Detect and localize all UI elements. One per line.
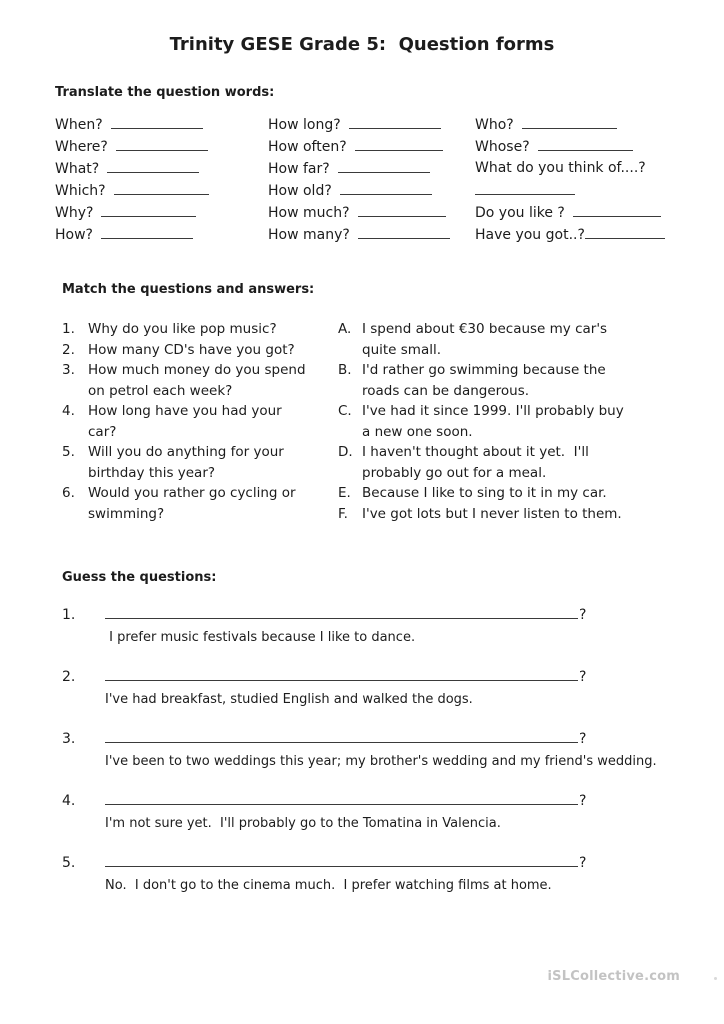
question-text: on petrol each week? xyxy=(88,382,233,399)
guess-question-line xyxy=(62,667,724,686)
match-answers-column xyxy=(338,319,718,524)
translate-column-3 xyxy=(475,116,724,248)
answer-blank xyxy=(107,160,199,173)
answer-letter: F. xyxy=(338,505,348,522)
match-answer xyxy=(338,319,718,360)
answer-letter: E. xyxy=(338,485,351,501)
question-word: How old? xyxy=(268,183,332,199)
answer-blank xyxy=(349,116,441,129)
translate-column-1 xyxy=(55,116,268,248)
question-text: car? xyxy=(88,423,117,440)
question-mark: ? xyxy=(579,669,587,685)
question-word: How often? xyxy=(268,139,347,155)
guess-answer: I'm not sure yet. I'll probably go to the Tomatina in Valencia. xyxy=(105,816,501,831)
answer-blank xyxy=(538,138,633,151)
answer-letter: C. xyxy=(338,403,352,419)
question-text: Will you do anything for your xyxy=(88,444,284,460)
question-mark: ? xyxy=(579,731,587,747)
question-text: swimming? xyxy=(88,505,165,522)
question-word-row xyxy=(268,138,475,160)
islcollective-watermark: iSLCollective.com xyxy=(547,969,680,984)
answer-blank xyxy=(475,182,575,195)
question-word-row xyxy=(268,226,475,248)
question-word: Who? xyxy=(475,117,514,133)
answer-blank xyxy=(355,138,443,151)
answer-blank xyxy=(522,116,617,129)
answer-text: roads can be dangerous. xyxy=(362,382,530,399)
match-question xyxy=(62,319,338,340)
question-word: Do you like ? xyxy=(475,205,565,221)
question-text: Would you rather go cycling or xyxy=(88,485,296,501)
answer-blank xyxy=(101,226,193,239)
match-answer xyxy=(338,401,718,442)
guess-list xyxy=(0,605,724,893)
answer-blank xyxy=(585,226,665,239)
guess-item xyxy=(62,853,724,893)
match-questions-column xyxy=(62,319,338,524)
question-word-row xyxy=(475,204,724,226)
answer-text: I spend about €30 because my car's xyxy=(362,321,608,337)
question-number: 6. xyxy=(62,485,75,501)
match-columns xyxy=(62,319,724,524)
question-word: Have you got..? xyxy=(475,227,585,243)
item-number: 4. xyxy=(62,793,76,809)
answer-text: probably go out for a meal. xyxy=(362,464,547,481)
answer-text: Because I like to sing to it in my car. xyxy=(362,485,607,501)
question-word: What? xyxy=(55,161,100,177)
question-text: How much money do you spend xyxy=(88,362,306,378)
answer-letter: A. xyxy=(338,321,352,337)
match-answer xyxy=(338,442,718,483)
question-number: 4. xyxy=(62,403,75,419)
translate-section-heading: Translate the question words: xyxy=(55,85,275,100)
guess-section-heading: Guess the questions: xyxy=(62,570,217,585)
question-number: 5. xyxy=(62,444,75,460)
match-section-heading: Match the questions and answers: xyxy=(62,282,315,297)
answer-text: I've got lots but I never listen to them. xyxy=(362,505,622,522)
answer-text: quite small. xyxy=(362,341,442,358)
guess-answer: I've had breakfast, studied English and walked the dogs. xyxy=(105,692,473,707)
answer-blank xyxy=(358,204,446,217)
question-word: Where? xyxy=(55,139,108,155)
question-word-row xyxy=(268,204,475,226)
match-answer xyxy=(338,360,718,401)
guess-question-line xyxy=(62,729,724,748)
match-question xyxy=(62,442,338,483)
question-word-row xyxy=(55,204,268,226)
question-word: Whose? xyxy=(475,139,530,155)
scan-artifact-dot xyxy=(714,977,717,980)
question-word: How much? xyxy=(268,205,350,221)
question-blank xyxy=(105,605,578,619)
guess-item xyxy=(62,729,724,769)
guess-answer: I prefer music festivals because I like to dance. xyxy=(105,630,416,645)
question-mark: ? xyxy=(579,607,587,623)
question-word-row xyxy=(55,138,268,160)
answer-letter: B. xyxy=(338,362,352,378)
question-word: When? xyxy=(55,117,103,133)
question-word-row xyxy=(475,116,724,138)
match-question xyxy=(62,401,338,442)
translate-grid xyxy=(55,116,724,248)
question-word-row xyxy=(475,182,724,204)
answer-text: I've had it since 1999. I'll probably buy xyxy=(362,403,624,419)
question-mark: ? xyxy=(579,855,587,871)
answer-blank xyxy=(116,138,208,151)
page-title: Trinity GESE Grade 5: Question forms xyxy=(169,34,555,55)
guess-answer: No. I don't go to the cinema much. I prefer watching films at home. xyxy=(105,878,552,893)
guess-item xyxy=(62,605,724,645)
question-word-row xyxy=(55,160,268,182)
question-word-row xyxy=(55,226,268,248)
answer-text: I'd rather go swimming because the xyxy=(362,362,606,378)
question-blank xyxy=(105,853,578,867)
question-word-row xyxy=(268,160,475,182)
question-text: How many CD's have you got? xyxy=(88,341,295,358)
question-word: How far? xyxy=(268,161,330,177)
answer-blank xyxy=(573,204,661,217)
answer-letter: D. xyxy=(338,444,353,460)
answer-blank xyxy=(114,182,209,195)
question-word-row xyxy=(475,160,724,182)
item-number: 5. xyxy=(62,855,76,871)
question-text: Why do you like pop music? xyxy=(88,321,277,337)
question-word-row xyxy=(55,116,268,138)
question-blank xyxy=(105,729,578,743)
question-blank xyxy=(105,791,578,805)
question-word: How? xyxy=(55,227,93,243)
question-word-row xyxy=(55,182,268,204)
question-blank xyxy=(105,667,578,681)
question-word: How many? xyxy=(268,227,350,243)
question-number: 3. xyxy=(62,362,75,378)
translate-column-2 xyxy=(268,116,475,248)
answer-blank xyxy=(101,204,196,217)
guess-answer: I've been to two weddings this year; my brother's wedding and my friend's wedding. xyxy=(105,754,657,769)
question-word: Which? xyxy=(55,183,106,199)
question-text: birthday this year? xyxy=(88,464,216,481)
answer-text: a new one soon. xyxy=(362,423,473,440)
question-word-row xyxy=(268,116,475,138)
match-question xyxy=(62,360,338,401)
item-number: 3. xyxy=(62,731,76,747)
question-number: 1. xyxy=(62,321,75,337)
question-text: How long have you had your xyxy=(88,403,282,419)
answer-blank xyxy=(111,116,203,129)
item-number: 2. xyxy=(62,669,76,685)
guess-question-line xyxy=(62,605,724,624)
guess-item xyxy=(62,791,724,831)
item-number: 1. xyxy=(62,607,76,623)
question-word-row xyxy=(475,138,724,160)
question-word: Why? xyxy=(55,205,94,221)
answer-blank xyxy=(338,160,430,173)
match-question xyxy=(62,483,338,524)
question-mark: ? xyxy=(579,793,587,809)
match-answer xyxy=(338,504,718,525)
guess-question-line xyxy=(62,791,724,810)
answer-blank xyxy=(358,226,450,239)
answer-blank xyxy=(340,182,432,195)
answer-text: I haven't thought about it yet. I'll xyxy=(362,444,589,460)
guess-item xyxy=(62,667,724,707)
question-word-row xyxy=(475,226,724,248)
question-word: How long? xyxy=(268,117,341,133)
question-number: 2. xyxy=(62,341,75,358)
match-question xyxy=(62,340,338,361)
match-answer xyxy=(338,483,718,504)
guess-question-line xyxy=(62,853,724,872)
question-word-row xyxy=(268,182,475,204)
question-word: What do you think of....? xyxy=(475,160,646,176)
